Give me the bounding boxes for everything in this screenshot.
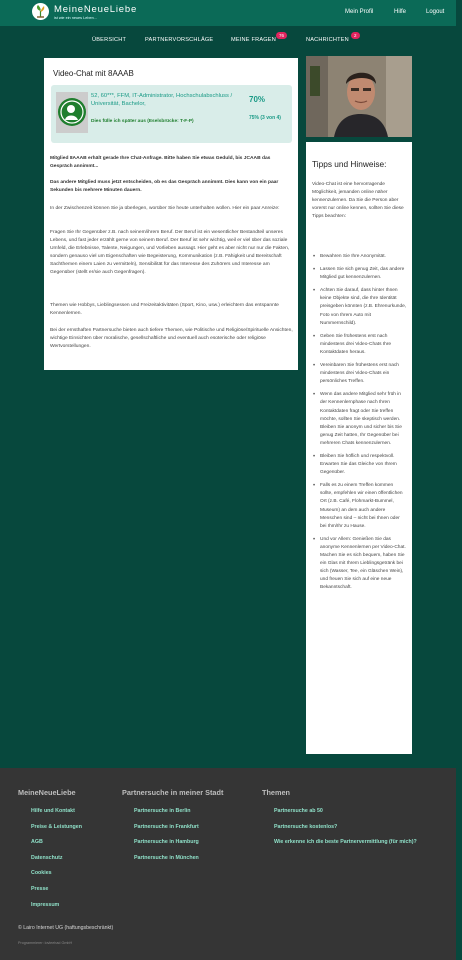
top-bar (0, 0, 456, 26)
footer-link-help[interactable]: Hilfe und Kontakt (31, 808, 75, 814)
tips-panel (306, 142, 412, 754)
match-percent: 70% (249, 95, 266, 104)
tips-title: Tipps und Hinweise: (312, 159, 387, 169)
questions-count-badge: 76 (276, 32, 287, 39)
tips-intro: Video-Chat ist eine hervorragende Möglichkeit, jemanden online näher kennenzulernen. Da Sie die Person aber vorerst nur online kennen, sollten Sie diese Tipps beachten: (312, 182, 404, 220)
nav-my-profile[interactable]: Mein Profil (345, 9, 374, 15)
avatar (56, 92, 88, 133)
list-item: • Bewahren Sie Ihre Anonymität. (312, 253, 407, 261)
tab-messages[interactable]: NACHRICHTEN (306, 37, 349, 43)
footer-heading-topics: Themen (262, 788, 290, 797)
member-profile-hint: Dies fülle ich später aus (Eselsbrücke: T-F-P) (91, 119, 194, 124)
footer-link-frankfurt[interactable]: Partnersuche in Frankfurt (134, 824, 199, 830)
footer-link-agb[interactable]: AGB (31, 839, 43, 845)
page-title: Video-Chat mit 8AAAB (53, 69, 134, 78)
conversation-tip-hobbies: Themen wie Hobbys, Lieblingsessen und Freizeitaktivitäten (Sport, Kino, usw.) erleichtern das entspannte Kennenlernen. (50, 303, 279, 316)
list-item: • Achten Sie darauf, dass hinter Ihnen keine Objekte sind, die Ihre Identität preisgeben könnten (z.B. Ehrenurkunde, Foto von Ihrem Auto mit Nummernschild). (312, 287, 407, 327)
member-profile-text: 52, 60***, FFM, IT-Administrator, Hochschulabschluss / Universität, Bachelor, (91, 93, 233, 107)
conversation-tip-deeper: Bei der ernsthaften Partnersuche bieten auch tiefere Themen, wie Politische und Religiöse/Spirituelle Ansichten, wichtige Einsichten über moralische, gesellschaftliche und eventuell auch esoterische oder religiöse Wertvorstellungen. (50, 328, 293, 349)
list-item: • Falls es zu einem Treffen kommen sollte, empfehlen wir einen öffentlichen Ort (z.B. Café, Flohmarkt-Bummel, Museum) an dem auch andere Menschen sind – nicht bei Ihnen oder bei Ihm/Ihr zu Hause. (312, 482, 407, 531)
list-item: • Wenn das andere Mitglied sehr früh in der Kennenlernphase nach Ihren Kontaktdaten fragt oder Sie treffen möchte, sollten Sie skeptisch werden. Bleiben Sie anonym und sicher bis Sie genug Zeit hatten, Ihr Gegenüber bei mehreren Chats kennenzulernen. (312, 391, 407, 448)
list-item: • Bleiben Sie höflich und respektvoll. Erwarten Sie das Gleiche von Ihrem Gegenüber. (312, 453, 407, 477)
conversation-tip-job: Fragen Sie Ihr Gegenüber z.B. nach seinem/ihrem Beruf. Der Beruf ist ein wesentlicher Bestandteil unseres Lebens, und fast jeder erzählt gerne von seinem Beruf. Der Beruf ist sehr wichtig, weil er viel über das soziale Umfeld, die Erlebnisse, Talente, Neigungen, und Vorlieben aussagt. Hier geht es aber nicht nur nur die Fakten, sondern genauso viel um Eigenschaften wie Begeisterung, Kommunikation (z.B. Fähigkeit und Bereitschaft Sachthemen einem Laien zu vermitteln), Sensibilität für das Interesse des Zuhörers und Interesse am Gegenüber (stellt er/sie auch Gegenfragen). (50, 230, 290, 275)
webcam-person-image (306, 56, 412, 137)
footer-link-free[interactable]: Partnersuche kostenlos? (274, 824, 338, 830)
tab-my-questions[interactable]: MEINE FRAGEN (231, 37, 276, 43)
programmer-credit[interactable]: Programmierer: lovleehad GmbH (18, 941, 73, 945)
copyright: © Lairo Internet UG (haftungsbeschränkt) (18, 925, 114, 931)
avatar-silhouette-icon (58, 98, 86, 126)
list-item: • Lassen Sie sich genug Zeit, das andere Mitglied gut kennenzulernen. (312, 266, 407, 282)
footer-heading-city: Partnersuche in meiner Stadt (122, 788, 224, 797)
footer-link-prices[interactable]: Preise & Leistungen (31, 824, 82, 830)
video-chat-card (44, 58, 298, 370)
messages-count-badge: 2 (351, 32, 360, 39)
wait-info-text: Das andere Mitglied muss jetzt entscheiden, ob es das Gespräch annimmt. Dies kann von ein paar Sekunden bis mehrere Minuten dauern. (50, 180, 279, 193)
list-item: • Geben Sie frühestens erst nach mindestens drei Video-Chats Ihre Kontaktdaten heraus. (312, 333, 407, 357)
match-score: 75% (3 von 4) (249, 115, 281, 121)
video-preview (306, 56, 412, 137)
footer-heading-site: MeineNeueLiebe (18, 788, 76, 797)
footer (0, 768, 456, 960)
footer-link-best-agency[interactable]: Wie erkenne ich die beste Partnervermittlung (für mich)? (274, 839, 417, 845)
tab-partner-suggestions[interactable]: PARTNERVORSCHLÄGE (145, 37, 214, 43)
footer-link-hamburg[interactable]: Partnersuche in Hamburg (134, 839, 199, 845)
brand-tagline: ist wie ein neues Leben... (54, 16, 97, 20)
footer-link-berlin[interactable]: Partnersuche in Berlin (134, 808, 191, 814)
conversation-tip-intro: In der Zwischenzeit können Sie ja überlegen, worüber Sie heute unterhalten wollen. Hier ein paar Anreize: (50, 206, 280, 211)
tab-overview[interactable]: ÜBERSICHT (92, 37, 127, 43)
footer-link-privacy[interactable]: Datenschutz (31, 855, 63, 861)
member-profile-box[interactable] (51, 85, 292, 143)
footer-link-50plus[interactable]: Partnersuche ab 50 (274, 808, 323, 814)
footer-link-imprint[interactable]: Impressum (31, 902, 60, 908)
logo-icon[interactable] (32, 3, 49, 20)
secondary-nav (0, 26, 456, 54)
footer-link-press[interactable]: Presse (31, 886, 49, 892)
footer-link-munich[interactable]: Partnersuche in München (134, 855, 199, 861)
list-item: • Vereinbaren Sie frühestens erst nach mindestens drei Video-Chats ein persönliches Treffen. (312, 362, 407, 386)
nav-logout[interactable]: Logout (426, 9, 445, 15)
brand-name[interactable]: MeineNeueLiebe (54, 4, 138, 15)
list-item: • Und vor Allem: Genießen Sie das anonyme Kennenlernen per Video-Chat. Machen Sie es sich bequem, haben Sie ein Glas mit Ihrem Lieblingsgetränk bei sich (Wasser, Tee, ein Gläschen Wein), und freuen Sie sich auf eine neue Bekanntschaft. (312, 536, 407, 593)
status-text: Mitglied 8AAAB erhält gerade Ihre Chat-Anfrage. Bitte haben Sie etwas Geduld, bis JCAAB das Gespräch annimmt... (50, 156, 271, 169)
footer-link-cookies[interactable]: Cookies (31, 870, 52, 876)
nav-help[interactable]: Hilfe (394, 9, 407, 15)
tips-list (312, 253, 407, 597)
